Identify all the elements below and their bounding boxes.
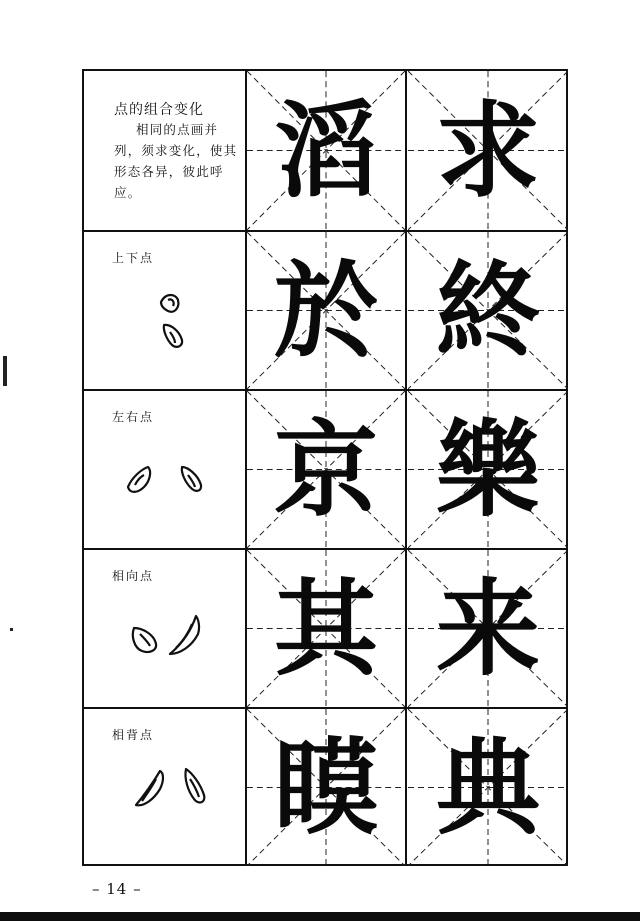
table-row	[84, 548, 566, 707]
character-cell	[247, 709, 407, 866]
character-cell	[247, 71, 407, 230]
scan-mark	[10, 628, 13, 631]
page-number: – 14 –	[92, 880, 142, 898]
character-glyph: 終	[435, 248, 540, 372]
character-cell	[408, 550, 568, 707]
character-glyph: 典	[435, 725, 540, 849]
dot-type-cell	[84, 550, 247, 707]
facing-dots-illustration	[84, 550, 247, 707]
table-row	[84, 707, 566, 866]
section-description: 相同的点画并列，须求变化，使其形态各异，彼此呼应。	[114, 122, 238, 200]
character-glyph: 京	[273, 407, 378, 531]
character-glyph: 求	[435, 88, 540, 212]
calligraphy-grid-table	[82, 69, 568, 866]
scan-mark	[3, 356, 7, 386]
stacked-dots-illustration	[84, 232, 247, 389]
dot-type-cell	[84, 232, 247, 389]
left-right-dots-illustration	[84, 391, 247, 548]
character-glyph: 来	[435, 566, 540, 690]
character-cell	[247, 550, 407, 707]
table-row	[84, 230, 566, 389]
dot-type-label: 上下点	[112, 251, 155, 265]
section-title: 点的组合变化	[114, 102, 204, 118]
back-to-back-dots-illustration	[84, 709, 247, 866]
dot-type-cell	[84, 709, 247, 866]
page-edge-band	[0, 912, 640, 921]
dot-type-label: 相向点	[112, 569, 155, 583]
character-glyph: 樂	[435, 407, 540, 531]
character-cell	[408, 709, 568, 866]
character-cell	[247, 232, 407, 389]
character-cell	[408, 71, 568, 230]
dot-type-label: 左右点	[112, 410, 155, 424]
character-glyph: 其	[273, 566, 378, 690]
character-glyph: 滔	[273, 88, 378, 212]
intro-cell	[84, 71, 247, 230]
character-cell	[408, 391, 568, 548]
character-cell	[247, 391, 407, 548]
table-row	[84, 389, 566, 548]
dot-type-label: 相背点	[112, 728, 155, 742]
table-row	[84, 71, 566, 230]
character-glyph: 於	[273, 248, 378, 372]
dot-type-cell	[84, 391, 247, 548]
character-cell	[408, 232, 568, 389]
character-glyph: 瞙	[273, 725, 378, 849]
